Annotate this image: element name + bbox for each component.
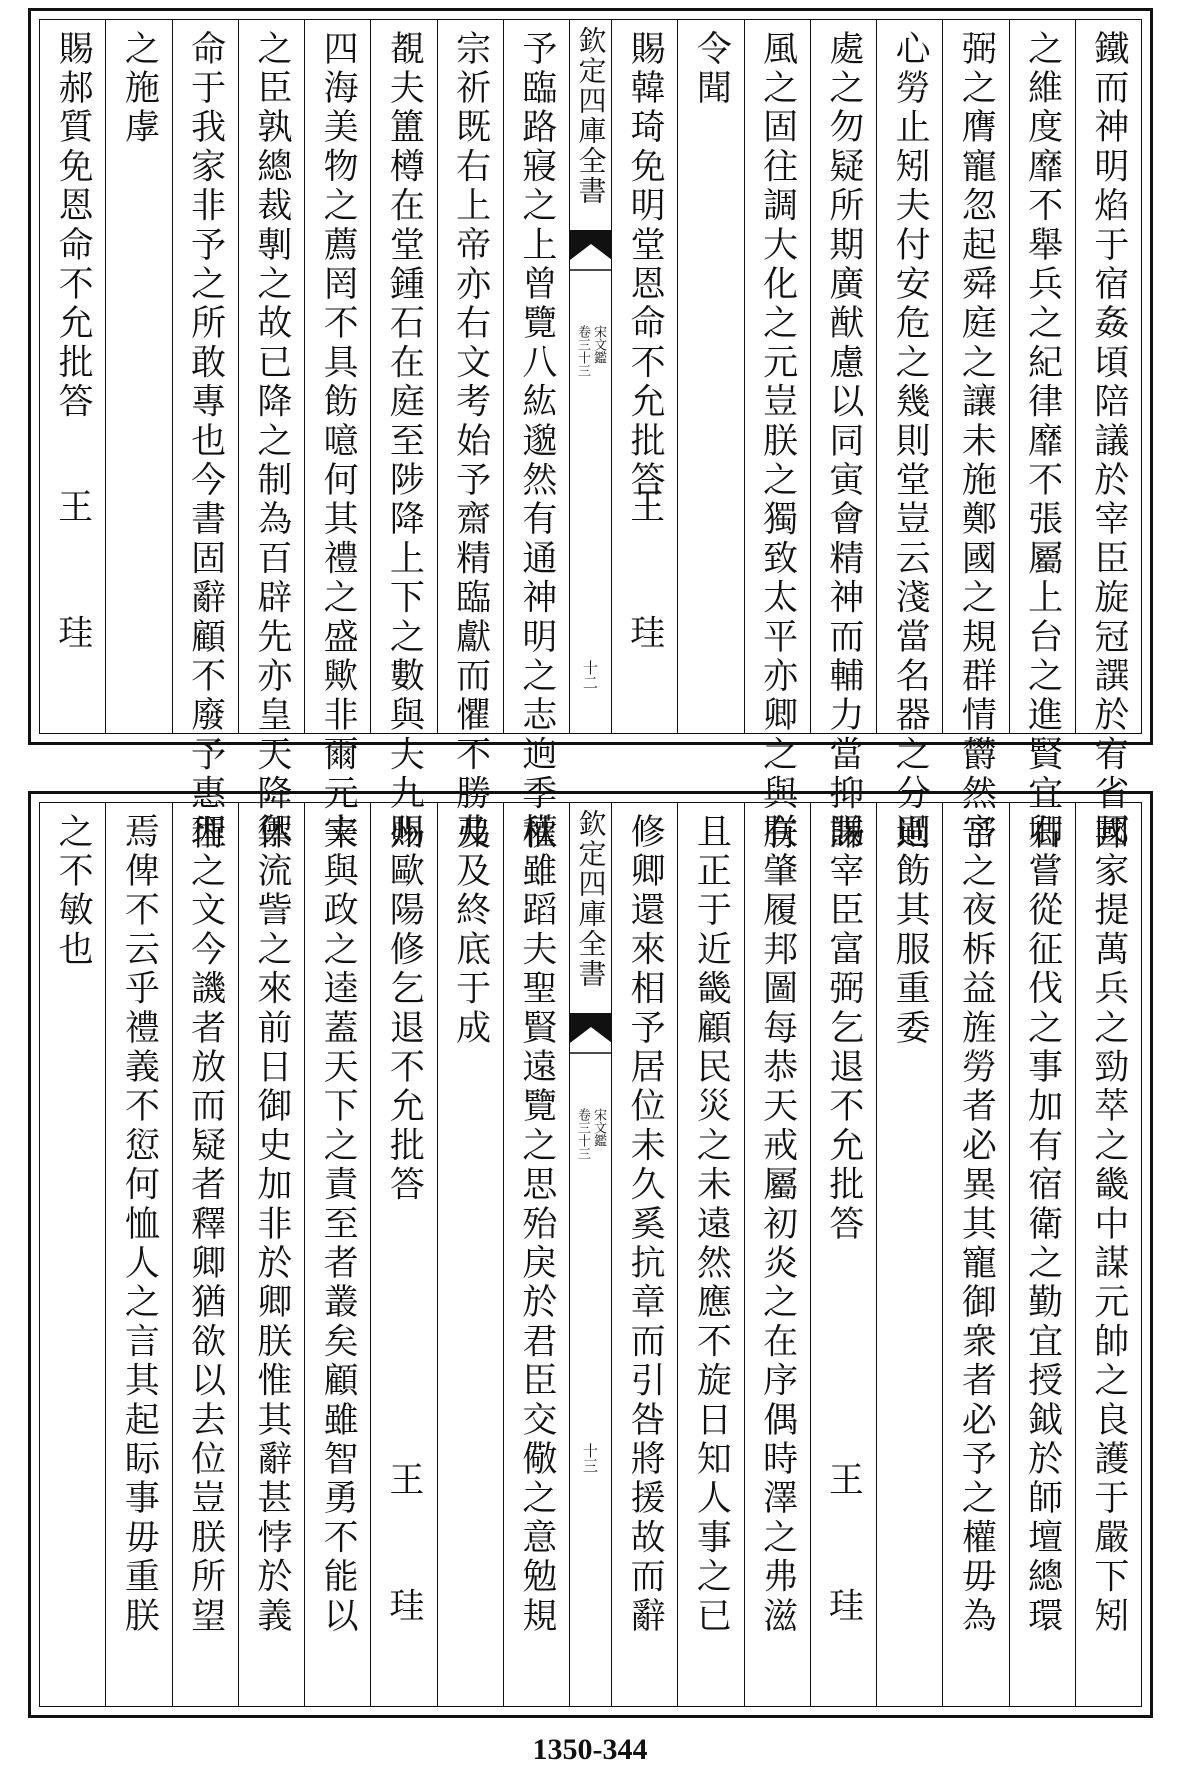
text-column xyxy=(677,20,743,733)
center-title: 欽定四庫全書 xyxy=(574,26,608,206)
text-column xyxy=(942,803,1008,1706)
heading-text: 賜宰臣富弼乞退不允批答 xyxy=(823,813,864,1245)
text-column xyxy=(1009,803,1075,1706)
text-column xyxy=(1075,20,1141,854)
column-text: 風之固往調大化之元豈朕之獨致太平亦卿之與有 xyxy=(757,30,798,854)
column-text: 予臨路寢之上曾覽八紘邈然有通神明之志逈季秋 xyxy=(516,30,557,854)
column-text: 心勞止矧夫付安危之幾則堂豈云淺當名器之分則 xyxy=(890,30,931,854)
column-text: 理之文今譏者放而疑者釋卿猶欲以去位豈朕所望 xyxy=(185,813,226,1637)
text-column xyxy=(370,20,436,854)
column-text: 卿嘗從征伐之事加有宿衛之勤宜授鉞於師壇總環 xyxy=(1022,813,1063,1637)
column-grid-bottom xyxy=(39,802,1142,1707)
text-column xyxy=(40,20,105,733)
fish-tail-mark-icon xyxy=(570,230,612,290)
text-column xyxy=(876,20,942,854)
volume-number: 卷三十三 xyxy=(575,325,590,377)
text-column xyxy=(876,803,942,1706)
column-text: 過飭其服重委 xyxy=(890,813,931,1049)
fish-tail-mark-icon xyxy=(570,1013,612,1073)
text-column xyxy=(437,20,503,854)
text-column xyxy=(677,803,743,1706)
page-number-footer: 1350-344 xyxy=(532,1733,648,1766)
author-name: 王 珪 xyxy=(52,488,93,677)
author-name: 王 珪 xyxy=(624,488,665,677)
column-text: 朕肇履邦圖每恭天戒屬初炎之在序偶時澤之弗滋 xyxy=(757,813,798,1637)
page-panel-bottom xyxy=(28,791,1153,1718)
text-column xyxy=(810,20,876,854)
column-text: 之臣孰總裁剸之故已降之制為百辟先亦皇天降休 xyxy=(251,30,292,854)
column-text: 夫與政之逵蓋天下之責至者叢矣顧雖智勇不能以 xyxy=(318,813,359,1637)
text-column xyxy=(40,803,105,1706)
book-name: 宋文鑑 xyxy=(591,1108,606,1147)
column-text: 禦流訾之來前日御史加非於卿朕惟其辭甚悖於義 xyxy=(251,813,292,1637)
heading-text: 賜歐陽修乞退不允批答 xyxy=(384,813,425,1205)
text-column xyxy=(744,20,810,854)
column-text: 四海美物之薦罔不具飭噫何其禮之盛歟非爾元宰 xyxy=(318,30,359,854)
column-grid-top xyxy=(39,19,1142,854)
center-fold-column xyxy=(569,803,611,1706)
text-column xyxy=(172,20,238,854)
text-column xyxy=(238,20,304,854)
text-column xyxy=(611,20,677,733)
text-column xyxy=(1009,20,1075,854)
author-name: 王 珪 xyxy=(823,1461,864,1650)
text-column xyxy=(105,803,171,1706)
column-text: 覩夫簠樽在堂鍾石在庭至陟降上下之數與夫九州 xyxy=(384,30,425,854)
text-column xyxy=(238,803,304,1706)
column-text: 令聞 xyxy=(691,30,732,109)
author-name: 王 珪 xyxy=(383,1461,424,1650)
column-text: 權雖蹈夫聖賢遠覽之思殆戾於君臣交儆之意勉規 xyxy=(516,813,557,1637)
leaf-number: 十二 xyxy=(581,660,599,690)
text-column xyxy=(437,803,503,1706)
column-text: 修卿還來相予居位未久奚抗章而引咎將援故而辭 xyxy=(625,813,666,1637)
book-name: 宋文鑑 xyxy=(591,325,606,364)
center-title: 欽定四庫全書 xyxy=(574,809,608,989)
column-text: 弼之膺寵忽起舜庭之讓未施鄭國之規群情欝然予 xyxy=(956,30,997,854)
column-text: 弗及終底于成 xyxy=(450,813,491,1049)
column-text: 且正于近畿顧民災之未遠然應不旋日知人事之已 xyxy=(691,813,732,1637)
leaf-number: 十三 xyxy=(581,1443,599,1473)
center-fold-column xyxy=(569,20,611,733)
text-column xyxy=(744,803,810,1706)
column-text: 之施虖 xyxy=(119,30,160,148)
column-text: 命于我家非予之所敢專也今書固辭顧不廢予惠術 xyxy=(185,30,226,854)
column-text: 鐵而神明焰于宿姦頃陪議於宰臣旋冠譔於宥省邦 xyxy=(1088,30,1129,854)
text-column xyxy=(304,803,370,1706)
center-subtitle xyxy=(570,1108,611,1160)
column-text: 宗祈既右上帝亦右文考始予齋精臨獻而懼不勝及 xyxy=(450,30,491,854)
text-column xyxy=(1075,803,1141,1706)
text-column xyxy=(304,20,370,854)
text-column xyxy=(105,20,171,733)
text-column xyxy=(611,803,677,1706)
column-text: 宮之夜柝益旌勞者必異其寵御衆者必予之權毋為 xyxy=(956,813,997,1637)
volume-number: 卷三十三 xyxy=(575,1108,590,1160)
text-column xyxy=(942,20,1008,854)
center-subtitle xyxy=(570,325,611,377)
column-text: 之不敏也 xyxy=(53,813,94,970)
column-text: 處之勿疑所期廣猷慮以同寅會精神而輔力當抑謙 xyxy=(823,30,864,854)
column-text: 之維度靡不舉兵之紀律靡不張屬上台之進賢宜右 xyxy=(1022,30,1063,854)
text-column xyxy=(810,803,876,1706)
heading-text: 賜韓琦免明堂恩命不允批答 xyxy=(625,30,666,501)
heading-text: 賜郝質免恩命不允批答 xyxy=(53,30,94,422)
column-text: 國家提萬兵之勁萃之畿中謀元帥之良護于嚴下矧 xyxy=(1088,813,1129,1637)
column-text: 焉俾不云乎禮義不愆何恤人之言其起眎事毋重朕 xyxy=(119,813,160,1637)
text-column xyxy=(370,803,436,1706)
text-column xyxy=(172,803,238,1706)
page-panel-top xyxy=(28,8,1153,854)
text-column xyxy=(503,803,569,1706)
text-column xyxy=(503,20,569,854)
